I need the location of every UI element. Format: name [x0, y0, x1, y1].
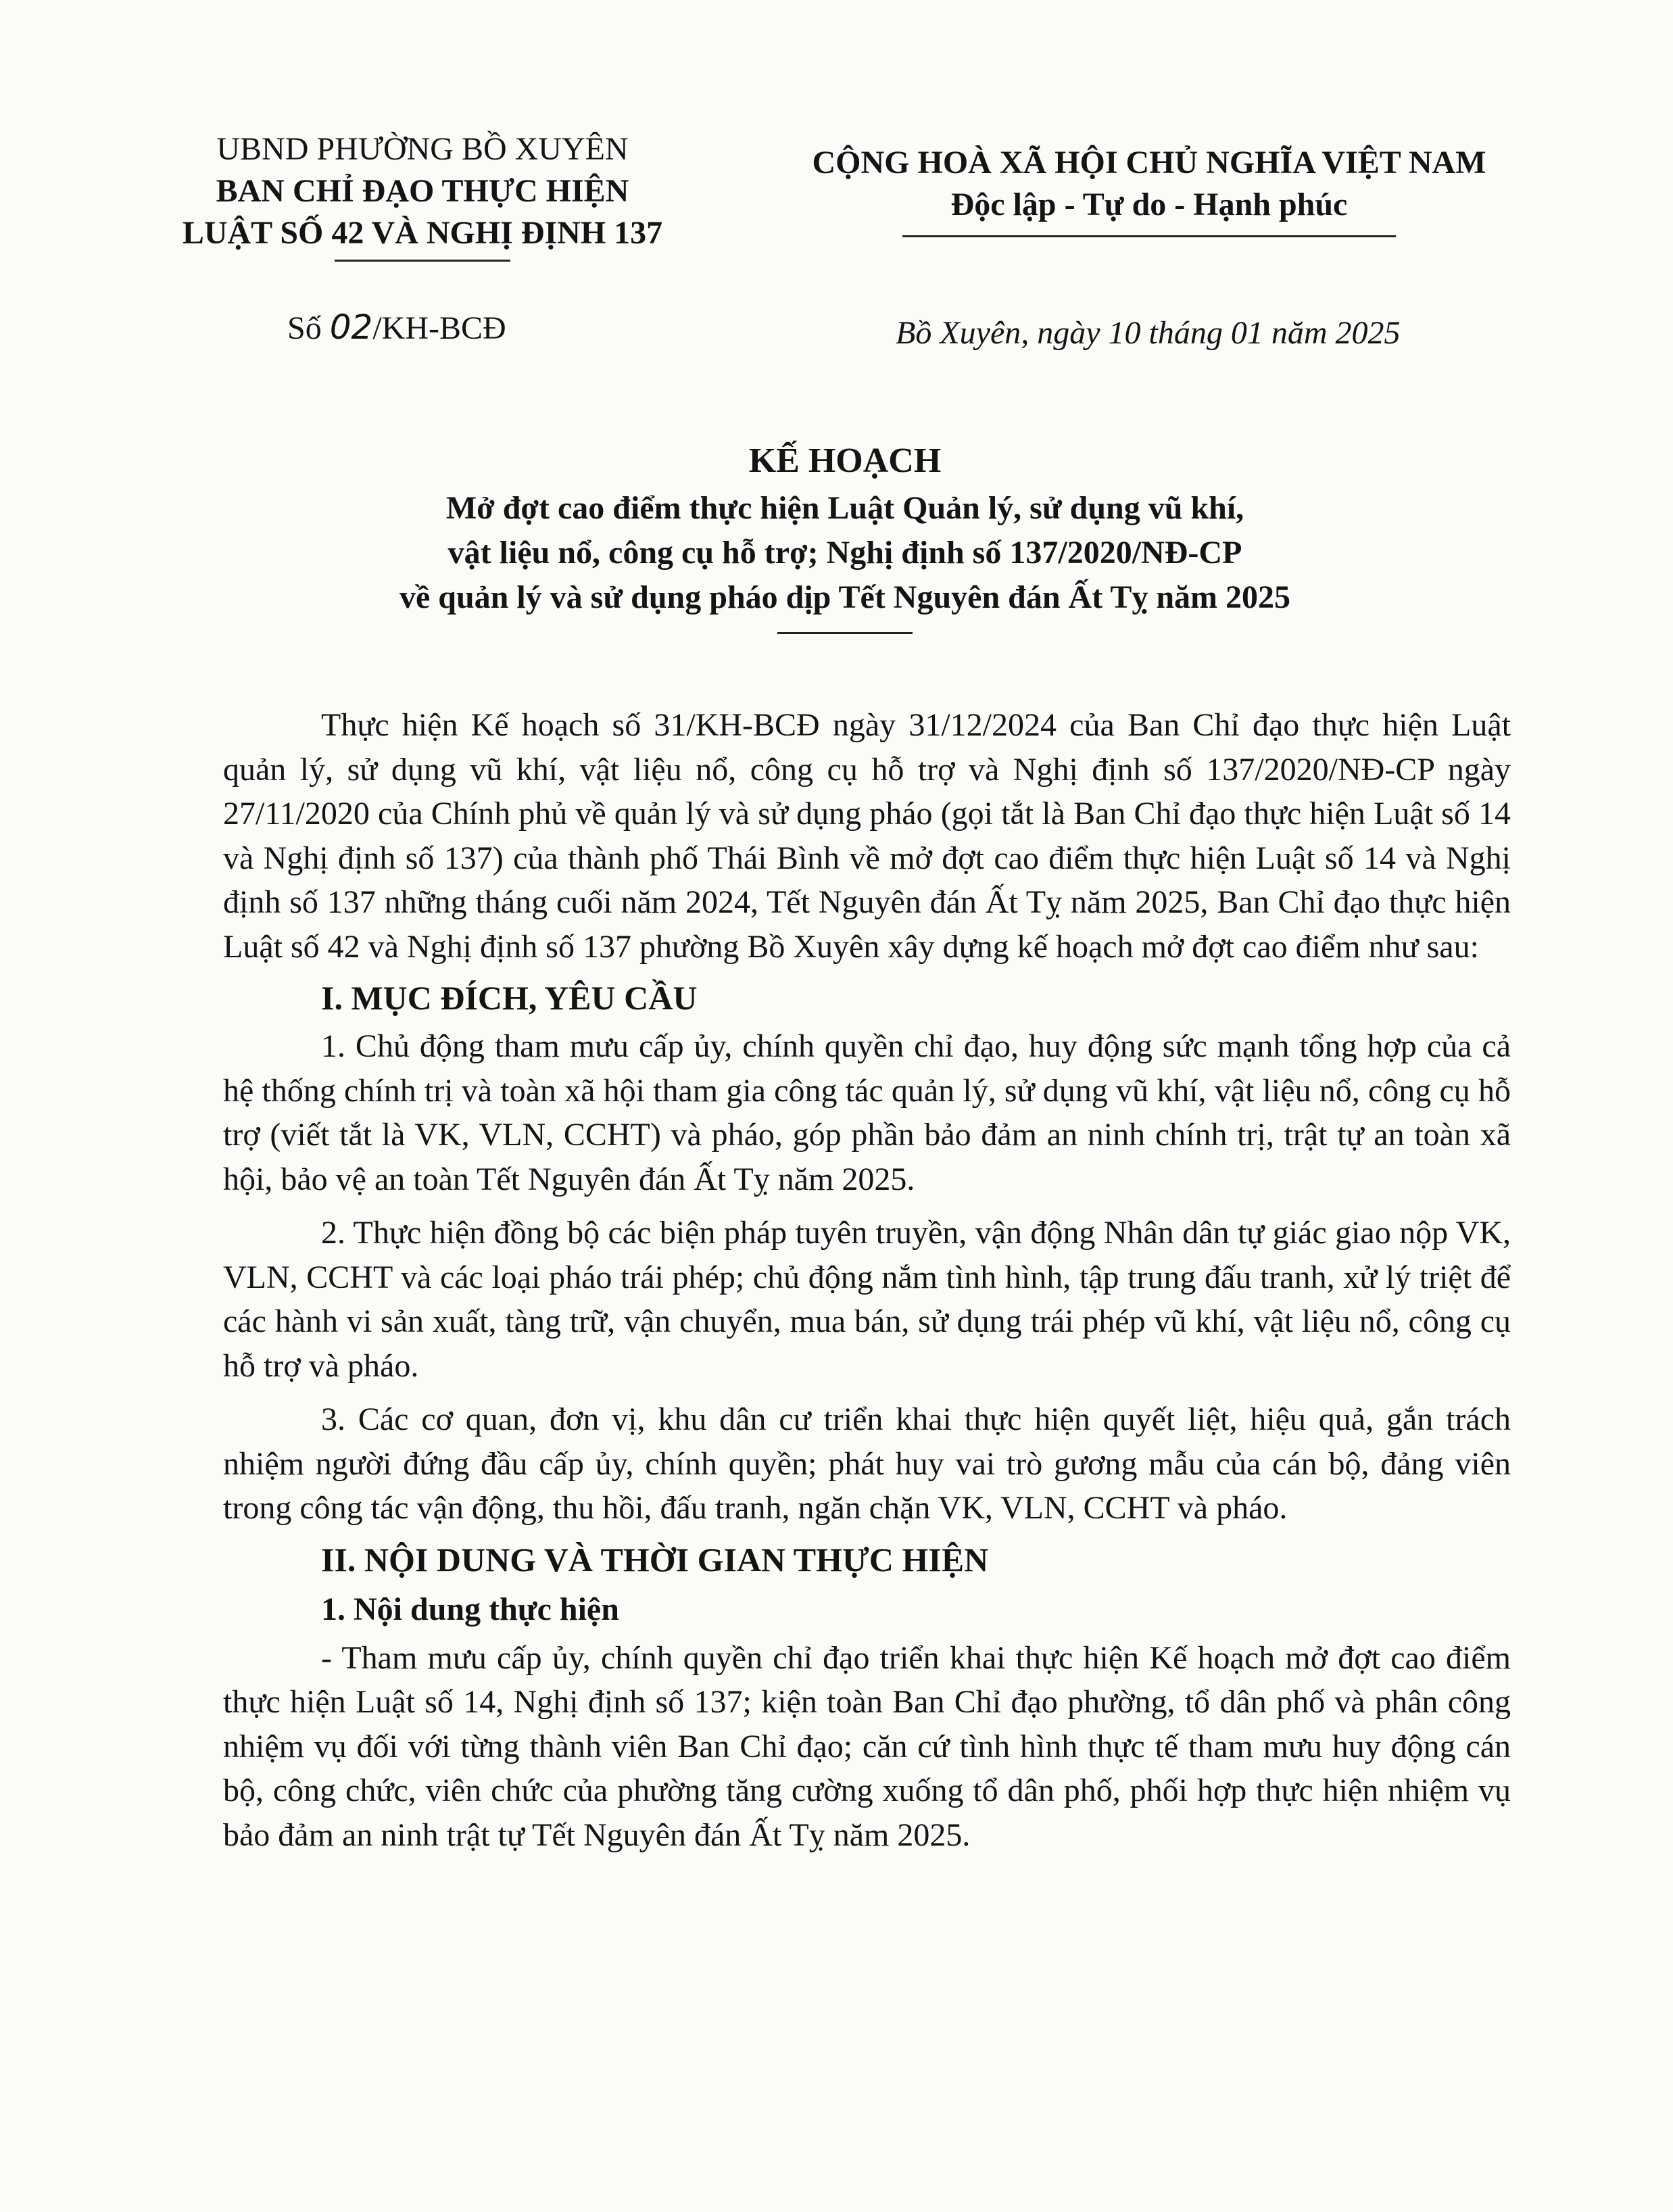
subsection-1-heading: 1. Nội dung thực hiện	[321, 1591, 619, 1627]
agency-underline	[335, 260, 510, 262]
motto-underline	[902, 235, 1396, 237]
document-body	[223, 703, 1511, 1861]
agency-line-3: LUẬT SỐ 42 VÀ NGHỊ ĐỊNH 137	[182, 215, 663, 251]
document-header	[0, 128, 1673, 352]
document-number	[287, 308, 506, 347]
country-name: CỘNG HOÀ XÃ HỘI CHỦ NGHĨA VIỆT NAM	[812, 145, 1486, 181]
title-underline	[777, 632, 913, 634]
section-1-item-1: 1. Chủ động tham mưu cấp ủy, chính quyền chỉ đạo, huy động sức mạnh tổng hợp của cả hệ thống chính trị và toàn xã hội tham gia công tác quản lý, sử dụng vũ khí, vật liệu nổ, công cụ hỗ trợ (viết tắt là VK, VLN, CCHT) và pháo, góp phần bảo đảm an ninh chính trị, trật tự an toàn xã hội, bảo vệ an toàn Tết Nguyên đán Ất Tỵ năm 2025.	[223, 1028, 1511, 1197]
title-line-2: vật liệu nổ, công cụ hỗ trợ; Nghị định số 137/2020/NĐ-CP	[447, 535, 1242, 571]
date-line: Bồ Xuyên, ngày 10 tháng 01 năm 2025	[896, 315, 1401, 351]
motto: Độc lập - Tự do - Hạnh phúc	[950, 187, 1348, 222]
doc-number-handwritten: 02	[329, 308, 373, 347]
doc-number-suffix: /KH-BCĐ	[372, 310, 506, 346]
section-1-item-2: 2. Thực hiện đồng bộ các biện pháp tuyên truyền, vận động Nhân dân tự giác giao nộp VK, VLN, CCHT và các loại pháo trái phép; chủ động nắm tình hình, tập trung đấu tranh, xử lý triệt để các hành vi sản xuất, tàng trữ, vận chuyển, mua bán, sử dụng trái phép vũ khí, vật liệu nổ, công cụ hỗ trợ và pháo.	[223, 1215, 1511, 1384]
title-line-1: Mở đợt cao điểm thực hiện Luật Quản lý, sử dụng vũ khí,	[445, 490, 1244, 526]
national-motto	[733, 142, 1565, 237]
title-main: KẾ HOẠCH	[748, 441, 942, 480]
agency-line-2: BAN CHỈ ĐẠO THỰC HIỆN	[216, 173, 629, 209]
doc-number-prefix: Số	[287, 310, 330, 346]
title-line-3: về quản lý và sử dụng pháo dịp Tết Nguyên đán Ất Tỵ năm 2025	[399, 579, 1291, 615]
section-2-paragraph-1: - Tham mưu cấp ủy, chính quyền chỉ đạo triển khai thực hiện Kế hoạch mở đợt cao điểm thực hiện Luật số 14, Nghị định số 137; kiện toàn Ban Chỉ đạo phường, tổ dân phố và phân công nhiệm vụ đối với từng thành viên Ban Chỉ đạo; căn cứ tình hình thực tế tham mưu huy động cán bộ, công chức, viên chức của phường tăng cường xuống tổ dân phố, phối hợp thực hiện nhiệm vụ bảo đảm an ninh trật tự Tết Nguyên đán Ất Tỵ năm 2025.	[223, 1639, 1511, 1853]
agency-line-1: UBND PHƯỜNG BỒ XUYÊN	[216, 131, 629, 167]
intro-paragraph: Thực hiện Kế hoạch số 31/KH-BCĐ ngày 31/12/2024 của Ban Chỉ đạo thực hiện Luật quản lý, sử dụng vũ khí, vật liệu nổ, công cụ hỗ trợ và Nghị định số 137/2020/NĐ-CP ngày 27/11/2020 của Chính phủ về quản lý và sử dụng pháo (gọi tắt là Ban Chỉ đạo thực hiện Luật số 14 và Nghị định số 137) của thành phố Thái Bình về mở đợt cao điểm thực hiện Luật số 14 và Nghị định số 137 những tháng cuối năm 2024, Tết Nguyên đán Ất Tỵ năm 2025, Ban Chỉ đạo thực hiện Luật số 42 và Nghị định số 137 phường Bồ Xuyên xây dựng kế hoạch mở đợt cao điểm như sau:	[223, 707, 1511, 965]
document-title	[203, 436, 1487, 634]
section-1-item-3: 3. Các cơ quan, đơn vị, khu dân cư triển khai thực hiện quyết liệt, hiệu quả, gắn trách nhiệm người đứng đầu cấp ủy, chính quyền; phát huy vai trò gương mẫu của cán bộ, đảng viên trong công tác vận động, thu hồi, đấu tranh, ngăn chặn VK, VLN, CCHT và pháo.	[223, 1401, 1511, 1526]
section-2-heading: II. NỘI DUNG VÀ THỜI GIAN THỰC HIỆN	[321, 1540, 989, 1579]
issuing-agency	[122, 128, 723, 262]
section-1-heading: I. MỤC ĐÍCH, YÊU CẦU	[321, 979, 698, 1017]
